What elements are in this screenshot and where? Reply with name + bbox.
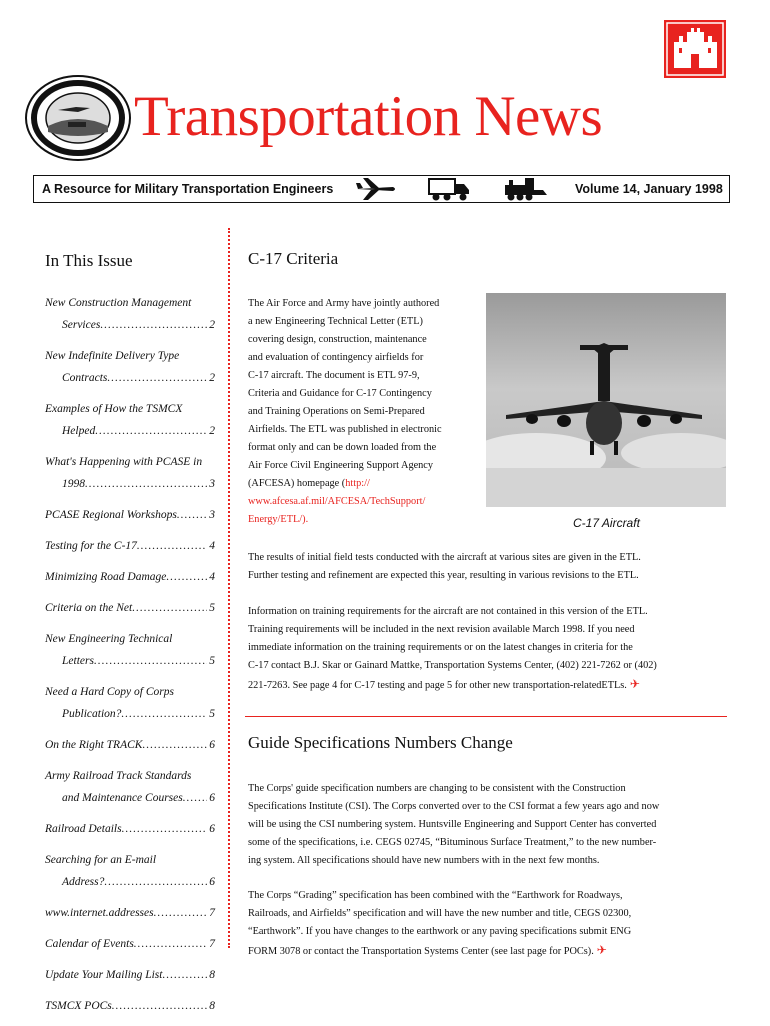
toc-leader-dots: [95, 420, 207, 442]
toc-page-number: 6: [209, 792, 215, 804]
article-line: will be using the CSI numbering system. Huntsville Engineering and Support Center has converted: [248, 819, 657, 830]
toc-item-title-cont: Address?: [62, 876, 105, 888]
toc-item-title: TSMCX POCs: [45, 1000, 112, 1012]
toc-item-title: Testing for the C-17: [45, 540, 137, 552]
toc-leader-dots: [122, 818, 208, 840]
toc-leader-dots: [132, 597, 207, 619]
toc-page-number: 5: [209, 602, 215, 614]
subtitle-text: A Resource for Military Transportation Engineers: [42, 182, 334, 196]
article-separator: [245, 716, 727, 717]
toc-leader-dots: [137, 535, 207, 557]
article-line: Criteria and Guidance for C-17 Contingency: [248, 388, 432, 399]
article-line: FORM 3078 or contact the Transportation Systems Center (see last page for POCs).: [248, 946, 594, 957]
toc-page-number: 8: [209, 969, 215, 981]
article-c17-column-text: [248, 295, 484, 529]
toc-item[interactable]: [45, 535, 215, 557]
toc-item-title: Army Railroad Track Standards: [45, 770, 192, 782]
toc-item-title: Calendar of Events: [45, 938, 134, 950]
article-line: The Corps' guide specification numbers are changing to be consistent with the Construction: [248, 783, 626, 794]
end-airplane-icon: ✈: [593, 943, 607, 957]
volume-date: Volume 14, January 1998: [575, 182, 723, 196]
toc-item[interactable]: [45, 995, 215, 1017]
afcesa-link[interactable]: http://: [345, 478, 370, 489]
toc-item-title: New Construction Management: [45, 297, 192, 309]
toc-item[interactable]: [45, 849, 215, 893]
toc-item[interactable]: [45, 964, 215, 986]
article-line: and Training Operations on Semi-Prepared: [248, 406, 425, 417]
article-line: (AFCESA) homepage (: [248, 478, 346, 489]
truck-icon: [427, 176, 471, 202]
article-line: format only and can be down loaded from the: [248, 442, 437, 453]
corps-seal-logo: [24, 74, 132, 162]
toc-page-number: 8: [209, 1000, 215, 1012]
toc-page-number: 2: [209, 372, 215, 384]
toc-page-number: 6: [209, 876, 215, 888]
toc-item[interactable]: [45, 681, 215, 725]
toc-item-title-cont: Letters: [62, 655, 94, 667]
toc-page-number: 6: [209, 739, 215, 751]
toc-item[interactable]: [45, 292, 215, 336]
toc-leader-dots: [94, 650, 207, 672]
toc-page-number: 3: [209, 509, 215, 521]
article-line: Railroads, and Airfields” specification and will have the new number and title, CEGS 02300,: [248, 908, 632, 919]
toc-item[interactable]: [45, 398, 215, 442]
article-line: C-17 contact B.J. Skar or Gainard Mattke, Transportation Systems Center, (402) 221-7262 or (402): [248, 660, 657, 671]
toc-item-title-cont: Contracts: [62, 372, 108, 384]
article-line: “Earthwork”. If you have changes to the earthwork or any paving specifications submit ENG: [248, 926, 632, 937]
toc-item[interactable]: [45, 765, 215, 809]
toc-item-title-cont: Helped: [62, 425, 96, 437]
article-line: Training requirements will be included in the next revision available March 1998. If you need: [248, 624, 635, 635]
toc-item[interactable]: [45, 504, 215, 526]
article-line: The results of initial field tests conducted with the aircraft at various sites are given in the ETL.: [248, 552, 641, 563]
toc-leader-dots: [100, 314, 207, 336]
toc-item-title-cont: Publication?: [62, 708, 122, 720]
article-guide-specs-paragraph-2: [248, 887, 728, 961]
toc-leader-dots: [112, 995, 207, 1017]
article-line: Further testing and refinement are expected this year, resulting in various revisions to the ETL.: [248, 570, 639, 581]
toc-item-title: PCASE Regional Workshops: [45, 509, 177, 521]
toc-item-title-cont: Services: [62, 319, 101, 331]
toc-page-number: 7: [209, 938, 215, 950]
toc-item-title-cont: 1998: [62, 478, 85, 490]
toc-item[interactable]: [45, 818, 215, 840]
toc-page-number: 5: [209, 655, 215, 667]
article-title-c17: C-17 Criteria: [248, 249, 339, 268]
train-icon: [503, 176, 549, 202]
article-line: Airfields. The ETL was published in electronic: [248, 424, 442, 435]
toc-item-title: Searching for an E-mail: [45, 854, 157, 866]
article-line: The Corps “Grading” specification has been combined with the “Earthwork for Roadways,: [248, 890, 623, 901]
toc-item-title: Need a Hard Copy of Corps: [45, 686, 174, 698]
toc-item-title: What's Happening with PCASE in: [45, 456, 203, 468]
toc-item[interactable]: [45, 933, 215, 955]
article-line: Information on training requirements for the aircraft are not contained in this version of the ETL.: [248, 606, 648, 617]
article-line: immediate information on the training requirements or on the latest changes in criteria for the: [248, 642, 633, 653]
toc-item-title: New Engineering Technical: [45, 633, 173, 645]
article-line: 221-7263. See page 4 for C-17 testing and page 5 for other new transportation-relatedETLs.: [248, 680, 627, 691]
toc-item-title: Minimizing Road Damage: [45, 571, 167, 583]
toc-leader-dots: [177, 504, 207, 526]
article-line: some of the specifications, i.e. CEGS 02745, “Bituminous Surface Treatment,” to the new number-: [248, 837, 657, 848]
article-line: a new Engineering Technical Letter (ETL): [248, 316, 423, 327]
toc-page-number: 5: [209, 708, 215, 720]
corps-castle-logo-icon: [664, 20, 726, 78]
article-c17-paragraph-3: [248, 603, 728, 695]
toc-page-number: 4: [209, 540, 215, 552]
toc-item-title: Examples of How the TSMCX: [45, 403, 183, 415]
toc-item-title: On the Right TRACK: [45, 739, 143, 751]
toc-leader-dots: [134, 933, 207, 955]
article-title-guide-specs: Guide Specifications Numbers Change: [248, 733, 513, 752]
toc-page-number: 3: [209, 478, 215, 490]
afcesa-link[interactable]: Energy/ETL/).: [248, 514, 309, 525]
toc-item-title-cont: and Maintenance Courses: [62, 792, 183, 804]
toc-page-number: 2: [209, 425, 215, 437]
toc-item[interactable]: [45, 451, 215, 495]
toc-item-title: New Indefinite Delivery Type: [45, 350, 180, 362]
toc-item-title: Update Your Mailing List: [45, 969, 163, 981]
toc-item[interactable]: [45, 597, 215, 619]
toc-item-title: Criteria on the Net: [45, 602, 133, 614]
toc-page-number: 7: [209, 907, 215, 919]
toc-heading: In This Issue: [45, 251, 133, 270]
newsletter-title: Transportation News: [134, 85, 603, 148]
article-line: C-17 aircraft. The document is ETL 97-9,: [248, 370, 420, 381]
c17-aircraft-photo: [486, 293, 726, 507]
toc-page-number: 2: [209, 319, 215, 331]
article-line: Specifications Institute (CSI). The Corps converted over to the CSI format a few years ago and now: [248, 801, 660, 812]
afcesa-link[interactable]: www.afcesa.af.mil/AFCESA/TechSupport/: [248, 496, 426, 507]
article-line: and evaluation of contingency airfields for: [248, 352, 424, 363]
toc-item-title: Railroad Details: [45, 823, 122, 835]
toc-page-number: 4: [209, 571, 215, 583]
toc-leader-dots: [104, 871, 207, 893]
toc-leader-dots: [142, 734, 207, 756]
column-divider: [228, 228, 230, 948]
toc-page-number: 6: [209, 823, 215, 835]
article-line: Air Force Civil Engineering Support Agency: [248, 460, 434, 471]
article-line: The Air Force and Army have jointly authored: [248, 298, 440, 309]
article-line: ing system. All specifications should have new numbers with in the next few months.: [248, 855, 600, 866]
toc-item-title: www.internet.addresses: [45, 907, 154, 919]
article-c17-paragraph-2: [248, 549, 728, 585]
toc-item[interactable]: [45, 902, 215, 924]
toc-leader-dots: [85, 473, 207, 495]
toc-leader-dots: [121, 703, 207, 725]
toc-leader-dots: [183, 787, 208, 809]
toc-leader-dots: [162, 964, 207, 986]
table-of-contents: [45, 292, 215, 1026]
end-airplane-icon: ✈: [626, 677, 640, 691]
airplane-icon: [355, 176, 397, 202]
toc-item[interactable]: [45, 734, 215, 756]
toc-leader-dots: [154, 902, 208, 924]
toc-leader-dots: [166, 566, 207, 588]
toc-item[interactable]: [45, 566, 215, 588]
photo-caption: C-17 Aircraft: [573, 516, 640, 530]
toc-item[interactable]: [45, 628, 215, 672]
toc-item[interactable]: [45, 345, 215, 389]
toc-leader-dots: [107, 367, 207, 389]
article-line: covering design, construction, maintenance: [248, 334, 427, 345]
article-guide-specs-paragraph-1: [248, 780, 728, 870]
